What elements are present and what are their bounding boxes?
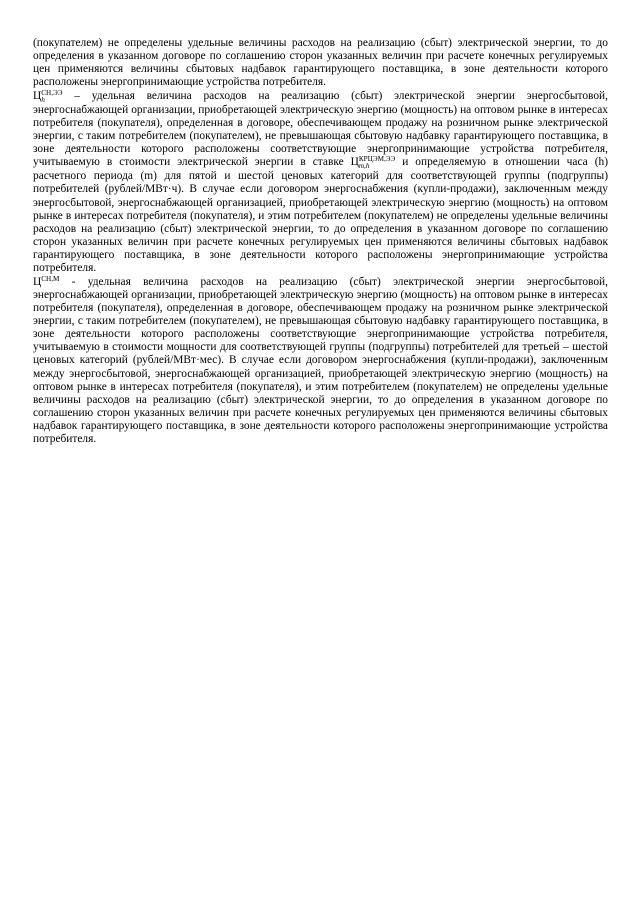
rate-base: Ц [350, 156, 359, 169]
paragraph-1-text: (покупателем) не определены удельные величины расходов на реализацию (сбыт) электрической энергии, то до определения в указанном договоре по соглашению сторон указанных величин при расчете конечных регулируемых цен применяются величины сбытовых надбавок гарантирующего поставщика, в зоне деятельности которого расположены энергопринимающие устройства потребителя. [33, 37, 608, 89]
paragraph-capacity-sales-markup [33, 276, 608, 447]
rate-superscript: КРЦЭМ,ЭЭ [358, 155, 396, 164]
formula-symbol-energy [33, 90, 63, 102]
rate-subscript: m,h [358, 162, 370, 171]
capacity-superscript: СН,М [41, 274, 60, 283]
symbol-superscript: СН,ЭЭ [41, 88, 63, 97]
formula-symbol-capacity [33, 276, 59, 288]
capacity-base: Ц [33, 275, 42, 288]
rate-indices [359, 156, 395, 170]
paragraph-3-text: - удельная величина расходов на реализацию (сбыт) электрической энергии энергосбытовой, энергоснабжающей организации, приобретающей электрическую энергию (мощность) на оптовом рынке в интересах потребителя (покупателя), определенная в договоре, обеспечивающем продажу на розничном рынке электрической энергии, с таким потребителем (покупателем), не превышающая сбытовую надбавку гарантирующего поставщика, в зоне деятельности которого расположены соответствующие энергопринимающие устройства потребителя, учитываемую в стоимости мощности для соответствующей группы (подгруппы) потребителей для третьей – шестой ценовых категорий (рублей/МВт·мес). В случае если договором энергоснабжения (купли-продажи), заключенным между энергосбытовой, энергоснабжающей организацией, приобретающей электрическую энергию (мощность) на оптовом рынке в интересах потребителя (покупателя), и этим потребителем (покупателем) не определены удельные величины расходов на реализацию (сбыт) электрической энергии, то до определения в указанном договоре по соглашению сторон указанных величин при расчете конечных регулируемых цен применяются величины сбытовых надбавок гарантирующего поставщика, в зоне деятельности которого расположены энергопринимающие устройства потребителя. [33, 275, 608, 446]
symbol-base: Ц [33, 89, 42, 102]
paragraph-continuation [33, 37, 608, 90]
document-page [33, 37, 608, 447]
symbol-indices [41, 90, 62, 104]
paragraph-2-text-after: и определяемую в отношении часа (h) расчетного периода (m) для пятой и шестой ценовых категорий для соответствующей группы (подгруппы) потребителей (рублей/МВт·ч). В случае если договором энергоснабжения (купли-продажи), заключенным между энергосбытовой, энергоснабжающей организацией, приобретающей электрическую энергию (мощность) на оптовом рынке в интересах потребителя (покупателя), и этим потребителем (покупателем) не определены удельные величины расходов на реализацию (сбыт) электрической энергии, то до определения в указанном договоре по соглашению сторон указанных величин при расчете конечных регулируемых цен применяются величины сбытовых надбавок гарантирующего поставщика, в зоне деятельности которого расположены энергопринимающие устройства потребителя. [33, 156, 608, 275]
paragraph-2-text-before: – удельная величина расходов на реализацию (сбыт) электрической энергии энергосбытовой, энергоснабжающей организации, приобретающей электрическую энергию (мощность) на оптовом рынке в интересах потребителя (покупателя), определенная в договоре, обеспечивающем продажу на розничном рынке электрической энергии, с таким потребителем (покупателем), не превышающая сбытовую надбавку гарантирующего поставщика, в зоне деятельности которого расположены соответствующие энергопринимающие устройства потребителя, учитываемую в стоимости электрической энергии в ставке [33, 89, 608, 169]
formula-symbol-rate [350, 155, 396, 171]
paragraph-energy-sales-markup [33, 90, 608, 276]
symbol-subscript: h [41, 95, 45, 104]
